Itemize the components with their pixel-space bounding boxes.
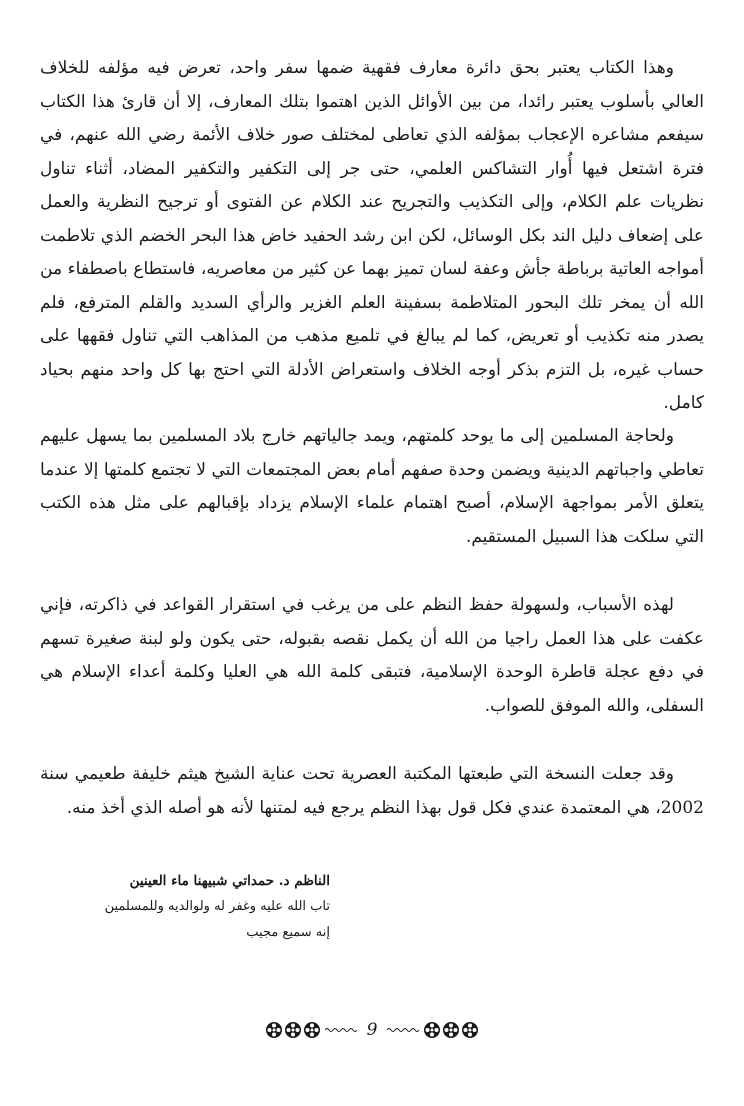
signature-author-name: الناظم د. حمداتي شبيهنا ماء العينين <box>129 873 330 889</box>
signature-closing: إنه سميع مجيب <box>246 925 330 940</box>
paragraph-4 <box>40 758 704 825</box>
wavy-line-icon <box>325 1027 357 1033</box>
flower-ornament-icon <box>303 1021 321 1039</box>
signature-prayer: تاب الله عليه وغفر له ولوالديه وللمسلمين <box>104 899 330 914</box>
page-number: 9 <box>366 1020 378 1040</box>
paragraph-3-text: لهذه الأسباب، ولسهولة حفظ النظم على من يرغب في استقرار القواعد في ذاكرته، فإني عكفت على هذا العمل راجيا من الله أن يكمل نقصه بقبوله، حتى يكون ولو لبنة صغيرة تسهم في دفع عجلة قاطرة الوحدة الإسلامية، فتبقى كلمة الله هي العليا وكلمة أعداء الإسلام هي السفلى، والله الموفق للصواب. <box>40 595 704 716</box>
wavy-line-icon <box>387 1027 419 1033</box>
page-footer <box>0 1016 744 1044</box>
footer-ornament-right <box>423 1021 479 1039</box>
flower-ornament-icon <box>265 1021 283 1039</box>
paragraph-4-text: وقد جعلت النسخة التي طبعتها المكتبة العصرية تحت عناية الشيخ هيثم خليفة طعيمي سنة 2002، هي المعتمدة عندي فكل قول بهذا النظم يرجع فيه لمتنها لأنه هو أصله الذي أخذ منه. <box>40 764 704 818</box>
flower-ornament-icon <box>423 1021 441 1039</box>
paragraph-1-text: وهذا الكتاب يعتبر بحق دائرة معارف فقهية ضمها سفر واحد، تعرض فيه مؤلفه للخلاف العالي بأسلوب يعتبر رائدا، من بين الأوائل الذين اهتموا بتلك المعارف، إلا أن قارئ هذا الكتاب سيفعم مشاعره الإعجاب بمؤلفه الذي تعاطى لمختلف صور خلاف الأئمة رضي الله عنهم، في فترة اشتعل فيها أُوار التشاكس العلمي، حتى جر إلى التكفير والتكفير المضاد، أثناء تناول نظريات علم الكلام، وإلى التكذيب والتجريح عند الكلام عن الفتوى أو ترجيح النظرية والعمل على إضعاف دليل الند بكل الوسائل، لكن ابن رشد الحفيد خاض هذا البحر الخضم الذي تلاطمت أمواجه العاتية برباطة جأش وعفة لسان تميز بهما عن كثير من معاصريه، فاستطاع باصطفاء من الله أن يمخر تلك البحور المتلاطمة بسفينة العلم الغزير والرأي السديد والقلم المترفع، فلم يصدر منه تكذيب أو تعريض، كما لم يبالغ في تلميع مذهب من المذاهب التي تناول فقهها على حساب غيره، بل التزم بذكر أوجه الخلاف واستعراض الأدلة التي احتج بها كل واحد منهم بحياد كامل. <box>40 58 704 413</box>
paragraph-3 <box>40 589 704 723</box>
author-signature <box>60 868 330 946</box>
paragraph-1 <box>40 52 704 421</box>
footer-ornament-left <box>265 1021 321 1039</box>
flower-ornament-icon <box>284 1021 302 1039</box>
flower-ornament-icon <box>461 1021 479 1039</box>
flower-ornament-icon <box>442 1021 460 1039</box>
paragraph-2-text: ولحاجة المسلمين إلى ما يوحد كلمتهم، ويمد جالياتهم خارج بلاد المسلمين بما يسهل عليهم تعاطي واجباتهم الدينية ويضمن وحدة صفهم أمام بعض المجتمعات التي لا تجتمع كلمتها إلا عندما يتعلق الأمر بمواجهة الإسلام، أصبح اهتمام علماء الإسلام يزداد بإقبالهم على مثل هذه الكتب التي سلكت هذا السبيل المستقيم. <box>40 426 704 547</box>
paragraph-2 <box>40 420 704 554</box>
